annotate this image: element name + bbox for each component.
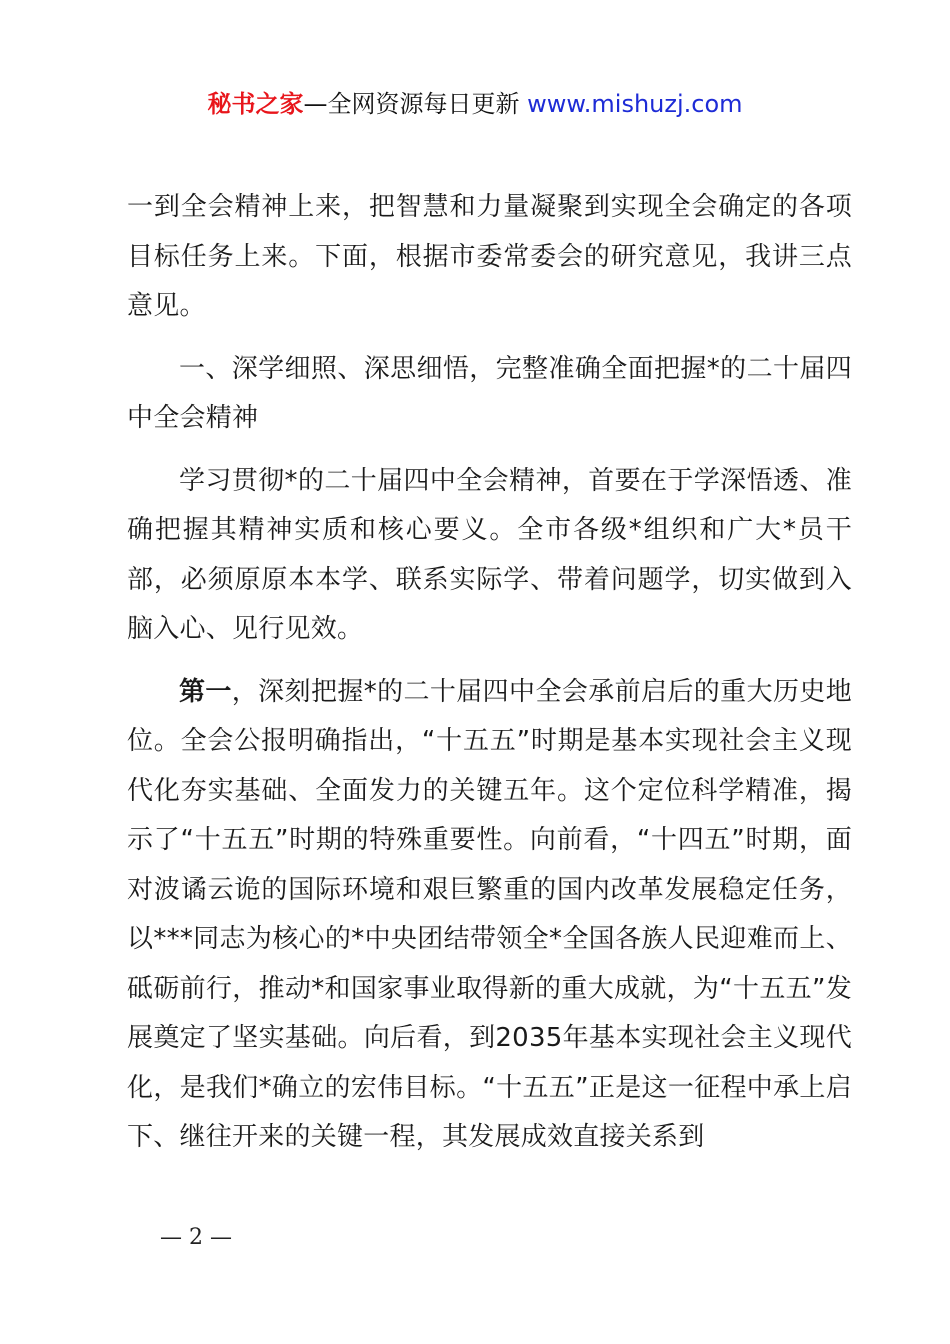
section-heading: 一、深学细照、深思细悟，完整准确全面把握*的二十届四中全会精神 <box>127 353 852 433</box>
document-body <box>127 183 852 1163</box>
site-slogan: —全网资源每日更新 <box>303 90 528 118</box>
site-brand: 秘书之家 <box>207 90 304 118</box>
paragraph-intro: 学习贯彻*的二十届四中全会精神，首要在于学深悟透、准确把握其精神实质和核心要义。全市各级*组织和广大*员干部，必须原原本本学、联系实际学、带着问题学，切实做到入脑入心、见行见效。 <box>127 465 852 644</box>
site-url-link[interactable]: www.mishuzj.com <box>527 90 743 118</box>
page-header <box>0 86 950 122</box>
paragraph-continuation: 一到全会精神上来，把智慧和力量凝聚到实现全会确定的各项目标任务上来。下面，根据市委常委会的研究意见，我讲三点意见。 <box>127 192 852 321</box>
point-text: ，深刻把握*的二十届四中全会承前启后的重大历史地位。全会公报明确指出，“十五五”时期是基本实现社会主义现代化夯实基础、全面发力的关键五年。这个定位科学精准，揭示了“十五五”时期的特殊重要性。向前看，“十四五”时期，面对波谲云诡的国际环境和艰巨繁重的国内改革发展稳定任务，以***同志为核心的*中央团结带领全*全国各族人民迎难而上、砥砺前行，推动*和国家事业取得新的重大成就，为“十五五”发展奠定了坚实基础。向后看，到2035年基本实现社会主义现代化，是我们*确立的宏伟目标。“十五五”正是这一征程中承上启下、继往开来的关键一程，其发展成效直接关系到 <box>127 676 852 1152</box>
paragraph-first-point <box>127 668 852 1163</box>
point-lead: 第一 <box>179 676 232 707</box>
page-number: — 2 — <box>160 1225 232 1250</box>
